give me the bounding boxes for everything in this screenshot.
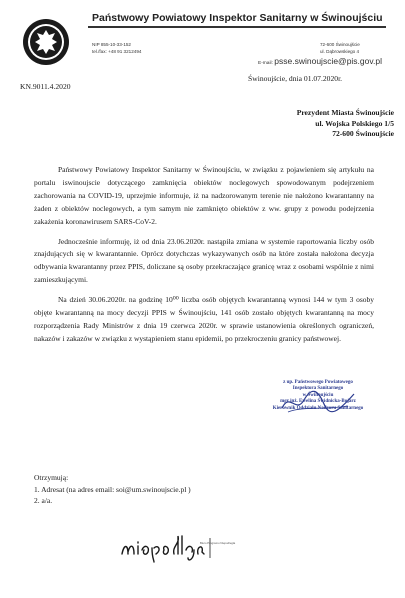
- nip: NIP 855-10-33-152: [92, 42, 131, 47]
- address-line-1: 72-600 Świnoujście: [320, 42, 360, 47]
- reference-number: KN.9011.4.2020: [20, 82, 71, 91]
- stamp-line: z up. Państwowego Powiatowego: [283, 380, 353, 385]
- paragraph: Na dzień 30.06.2020r. na godzinę 10⁰⁰ liczba osób objętych kwarantanną wynosi 144 w tym 3 osoby objęte kwarantanną na mocy decyzji PPIS w Świnoujściu, 141 osób zostało objętych kwarantanną na mocy rozporządzenia Rady Ministrów z dnia 19 czerwca 2020r. w sprawie ustanowienia określonych ograniczeń, nakazów i zakazów w związku z wystąpieniem stanu epidemii, po przekroczeniu granicy państwowej.: [34, 295, 374, 343]
- institution-name: Państwowy Powiatowy Inspektor Sanitarny w Świnoujściu: [92, 12, 383, 24]
- recipients-label: Otrzymują:: [34, 473, 69, 482]
- email-label: E-mail:: [258, 61, 273, 66]
- contact-block: [92, 42, 141, 55]
- letter-date: Świnoujście, dnia 01.07.2020r.: [248, 74, 343, 83]
- address-block: [320, 42, 360, 55]
- stamp-line: Kierownik Oddziału Nadzoru Sanitarnego: [272, 405, 364, 411]
- niepodlegla-logo-icon: [118, 530, 238, 564]
- email-line: [258, 56, 382, 66]
- signature-stamp: [248, 380, 388, 412]
- recipient-line: ul. Wojska Polskiego 1/5: [315, 118, 394, 128]
- emblem-icon: [22, 18, 70, 66]
- stamp-line: mgr inż. Ewelina Świdnicka-Bojarz: [280, 399, 356, 405]
- logo-subtitle: Biuro Programu Niepodległa: [200, 541, 236, 545]
- email-address[interactable]: psse.swinoujscie@pis.gov.pl: [274, 56, 382, 66]
- recipients-list: [34, 484, 191, 506]
- paragraph: Państwowy Powiatowy Inspektor Sanitarny w Świnoujściu, w związku z pojawieniem się artykułu na portalu iswinoujscie dotyczącego zamknięcia obiektów noclegowych spowodowanym podejrzeniem zachorowania na COVID-19, uprzejmie informuje, iż na nadzorowanym terenie nie nałożono kwarantanny na żaden z obiektów noclegowych, a tym samym nie zamknięto obiektów z ww. grupy z powodu podejrzenia zakażenia koronawirusem SARS-CoV-2.: [34, 165, 374, 226]
- recipient-block: [232, 108, 394, 140]
- address-line-2: ul. Dąbrowskiego 4: [320, 48, 360, 54]
- recipient-line: 72-600 Świnoujście: [332, 129, 394, 138]
- tel-fax: tel./fax: +48 91 3212494: [92, 48, 142, 54]
- header-divider: [88, 26, 386, 28]
- paragraph: Jednocześnie informuję, iż od dnia 23.06.2020r. nastąpiła zmiana w systemie raportowania liczby osób znajdujących się w kwarantannie. Oprócz dotychczas wykazywanych osób na które została nałożona decyzja odbywania kwarantanny przez PPIS, doliczane są osoby przekraczające granicę wraz z osobami wspólnie z nimi zamieszkującymi.: [34, 236, 374, 285]
- recipient-line: Prezydent Miasta Świnoujście: [296, 108, 394, 117]
- letter-body: [34, 164, 374, 353]
- list-item: 2. a/a.: [34, 496, 53, 505]
- stamp-line: Inspektora Sanitarnego: [292, 386, 344, 392]
- list-item: 1. Adresat (na adres email: soi@um.swinoujscie.pl ): [34, 485, 191, 494]
- handwritten-signature-icon: [278, 388, 358, 416]
- stamp-line: w Świnoujściu: [302, 392, 334, 398]
